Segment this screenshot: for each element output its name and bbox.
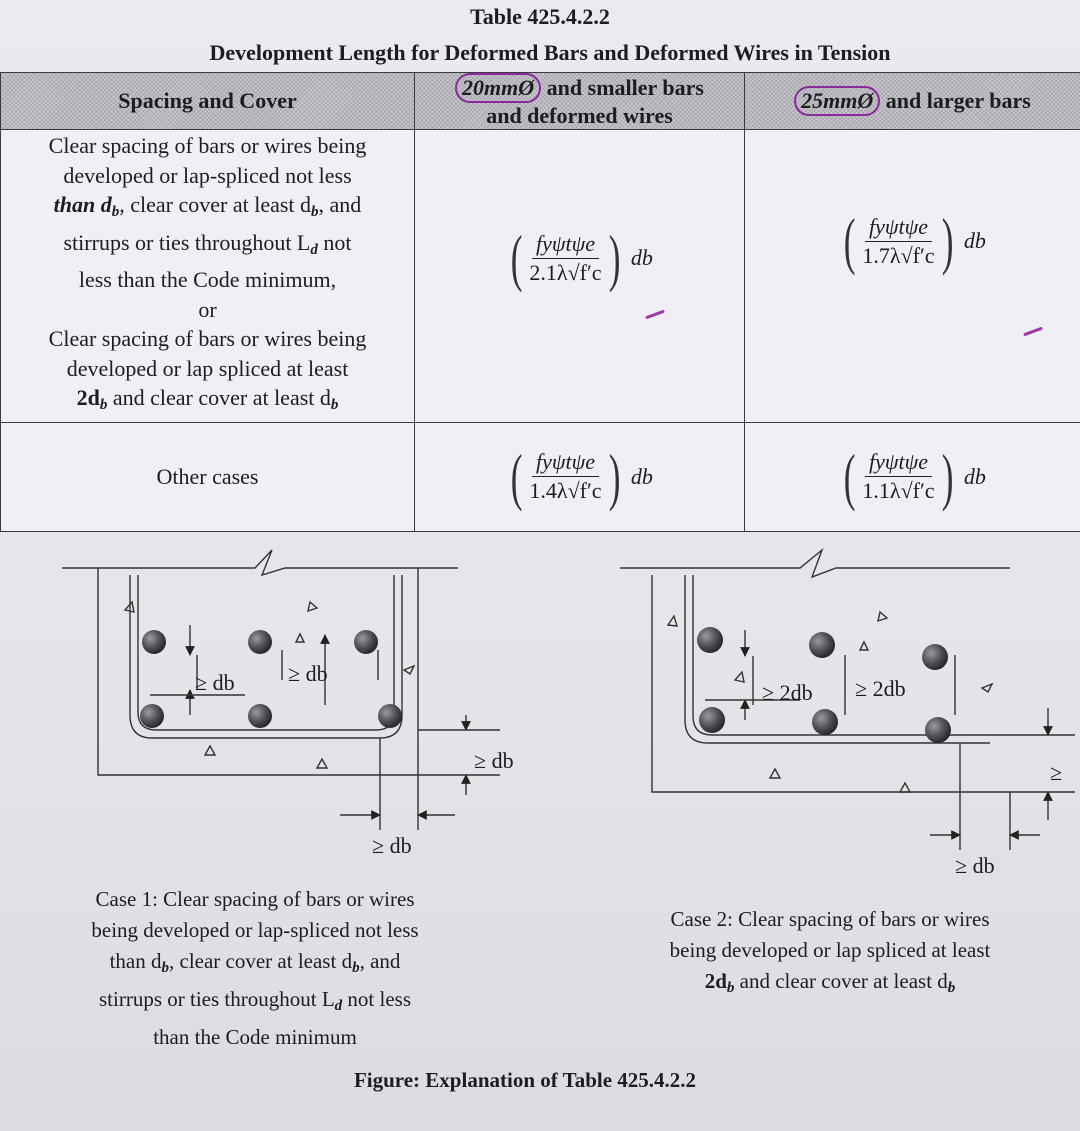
- checkmark-annotation: [1023, 327, 1043, 337]
- case1-caption: Case 1: Clear spacing of bars or wires being developed or lap-spliced not less than $d_b$, clear cover at least $d_b$, and stirrups or ties throughout $L_d$ not less than the Code minimum: [91, 887, 419, 1049]
- case2-bars: [697, 627, 951, 743]
- case2-cover-side-label: ≥: [1050, 760, 1063, 785]
- header-large-bars: 25mmØ and larger bars: [745, 73, 1080, 130]
- table-title: Development Length for Deformed Bars and Deformed Wires in Tension: [209, 40, 891, 65]
- rebar: [354, 630, 378, 654]
- case2-caption: Case 2: Clear spacing of bars or wires being developed or lap spliced at least $2d_b$ and clear cover at least $d_b$: [669, 907, 991, 996]
- row2-condition: Other cases: [1, 422, 415, 531]
- case2-spacing-label-b: ≥ 2db: [855, 676, 906, 701]
- case2-cover-bottom-label: ≥ db: [955, 853, 995, 878]
- row1-formula-small: ( $\frac{\text{fyψtψe}}{2.1\lambda√f'c}$ ) db: [415, 130, 745, 423]
- row1-formula-large: ( $\frac{\text{fyψtψe}}{1.7\lambda√f'c}$ ) db: [745, 130, 1080, 423]
- row2-formula-large: ( $\frac{\text{fyψtψe}}{1.1\lambda√f'c}$ ) db: [745, 422, 1080, 531]
- table-row-case1: [1, 130, 1080, 423]
- highlight-20mm: 20mmØ: [455, 73, 541, 103]
- case1-spacing-label-b: ≥ db: [288, 661, 328, 686]
- figure-diagrams: [0, 530, 1080, 920]
- rebar: [140, 704, 164, 728]
- case2-spacing-label-a: ≥ 2db: [762, 680, 813, 705]
- rebar: [812, 709, 838, 735]
- rebar: [142, 630, 166, 654]
- table-row-other: [1, 422, 1080, 531]
- case1-bars: [140, 630, 402, 728]
- figure-caption: Figure: Explanation of Table 425.4.2.2: [353, 1068, 697, 1092]
- rebar: [922, 644, 948, 670]
- rebar: [697, 627, 723, 653]
- rebar: [925, 717, 951, 743]
- case1-cover-side-label: ≥ db: [474, 748, 514, 773]
- header-small-bars: 20mmØ and smaller bars and deformed wires: [415, 73, 745, 130]
- case1-spacing-label-a: ≥ db: [195, 670, 235, 695]
- case1-beam: [62, 550, 500, 830]
- development-length-table: [0, 72, 1080, 532]
- rebar: [378, 704, 402, 728]
- row1-condition: Clear spacing of bars or wires being developed or lap-spliced not less than $d_b$, clear cover at least $d_b$, and stirrups or ties throughout $L_d$ not less than the Code minimum, or Clear spacing of bars or wires being developed or lap spliced at least $2d_b$ and clear cover at least $d_b$: [1, 130, 415, 423]
- rebar: [248, 704, 272, 728]
- table-number: Table 425.4.2.2: [470, 4, 610, 29]
- highlight-25mm: 25mmØ: [794, 86, 880, 116]
- table-header-row: [1, 73, 1080, 130]
- row2-formula-small: ( $\frac{\text{fyψtψe}}{1.4\lambda√f'c}$ ) db: [415, 422, 745, 531]
- case1-cover-bottom-label: ≥ db: [372, 833, 412, 858]
- rebar: [248, 630, 272, 654]
- rebar: [809, 632, 835, 658]
- header-spacing-cover: Spacing and Cover: [1, 73, 415, 130]
- case2-beam: [620, 550, 1075, 850]
- checkmark-annotation: [645, 310, 665, 320]
- rebar: [699, 707, 725, 733]
